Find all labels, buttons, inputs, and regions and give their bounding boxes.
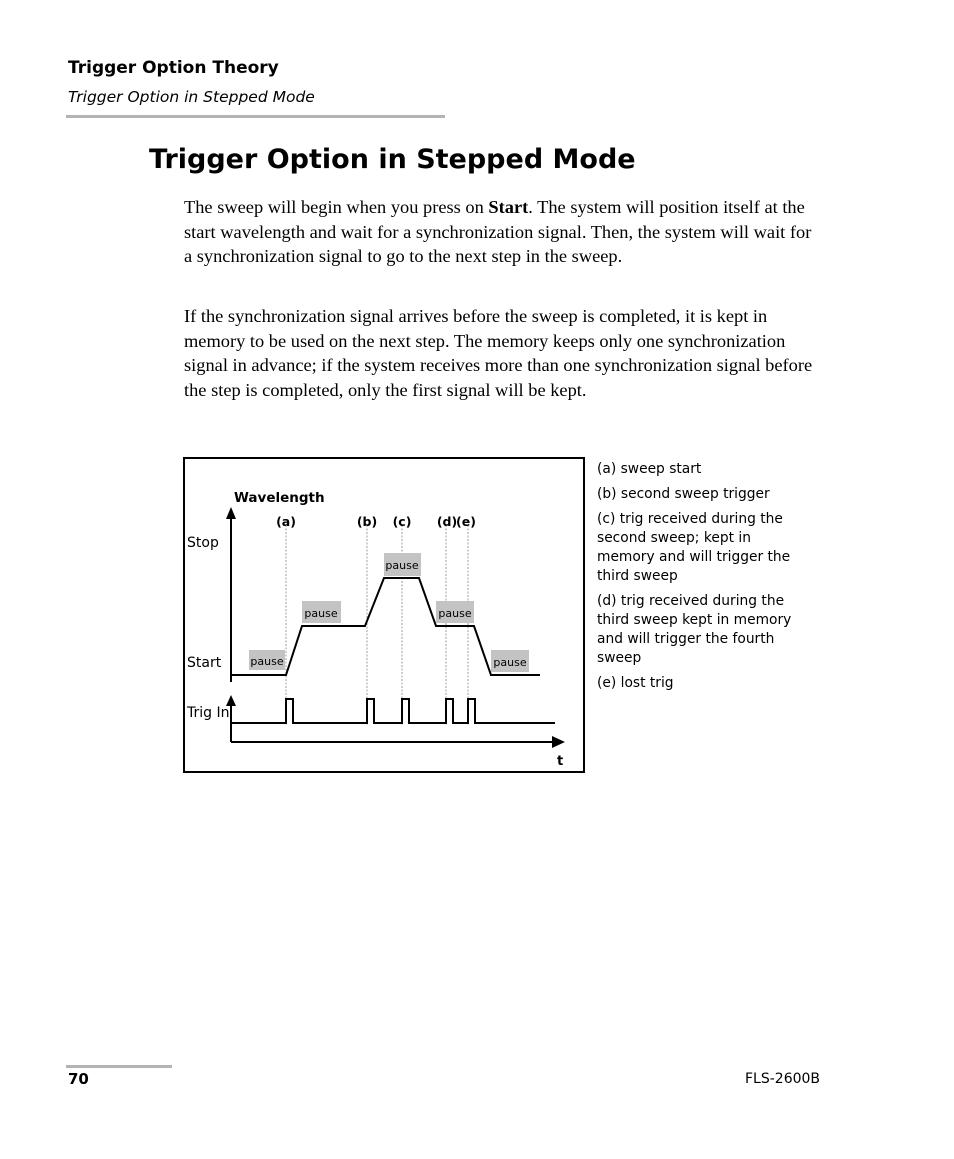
- header-rule: [66, 115, 445, 118]
- start-label: Start: [187, 655, 222, 671]
- legend-item-b: (b) second sweep trigger: [597, 486, 770, 502]
- legend-item-a: (a) sweep start: [597, 461, 702, 477]
- marker-label-a: (a): [276, 514, 296, 529]
- pause-label: pause: [304, 607, 338, 620]
- pause-label: pause: [385, 559, 419, 572]
- footer-rule: [66, 1065, 172, 1068]
- page-title: Trigger Option in Stepped Mode: [149, 144, 636, 175]
- header-subsection-title: Trigger Option in Stepped Mode: [68, 88, 315, 106]
- pause-label: pause: [493, 656, 527, 669]
- page-number: 70: [68, 1070, 89, 1088]
- legend-item-d: (d) trig received during the third sweep kept in memory and will trigger the fourth sweep: [597, 593, 792, 666]
- marker-label-d: (d): [436, 514, 458, 529]
- paragraph-text: . The system will position itself at the start wavelength and wait for a synchronization signal. Then, the system will wait for a synchronization signal to go to the next step in the sweep.: [184, 197, 812, 266]
- header-section-title: Trigger Option Theory: [68, 58, 279, 78]
- paragraph-sync-memory: If the synchronization signal arrives before the sweep is completed, it is kept in memory to be used on the next step. The memory keeps only one synchronization signal in advance; if the system receives more than one synchronization signal before the step is completed, only the first signal will be kept.: [184, 306, 813, 400]
- pause-label: pause: [250, 655, 284, 668]
- stepped-mode-timing-diagram: [183, 457, 585, 773]
- legend-item-c: (c) trig received during the second sweep; kept in memory and will trigger the third sweep: [597, 511, 791, 584]
- stop-label: Stop: [187, 535, 219, 551]
- diagram-legend: [597, 460, 797, 699]
- time-label: t: [557, 754, 564, 769]
- paragraph-text: The sweep will begin when you press on: [184, 197, 489, 217]
- trig-in-label: Trig In: [187, 705, 230, 721]
- product-name: FLS-2600B: [745, 1071, 821, 1087]
- start-keyword: Start: [488, 197, 529, 217]
- marker-label-b: (b): [356, 514, 378, 529]
- axis-title-wavelength: Wavelength: [234, 490, 325, 506]
- pause-label: pause: [438, 607, 472, 620]
- paragraph-sweep-begin: [184, 195, 824, 269]
- marker-label-e: (e): [456, 514, 476, 529]
- marker-label-c: (c): [392, 514, 412, 529]
- legend-item-e: (e) lost trig: [597, 675, 674, 691]
